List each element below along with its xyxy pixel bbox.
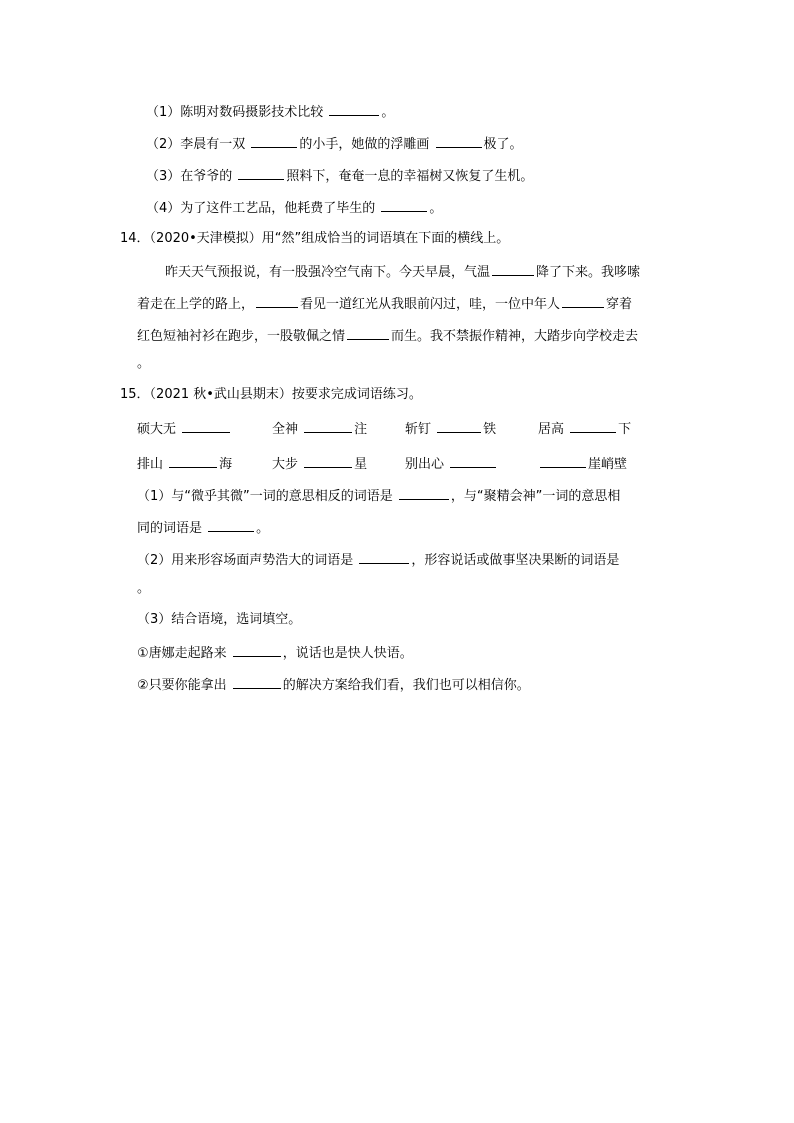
q15-text: ，与“聚精会神”一词的意思相: [450, 489, 621, 504]
answer-blank[interactable]: [208, 517, 254, 532]
idiom-item: [272, 453, 367, 475]
idiom-item: [405, 453, 498, 475]
idiom-item: [137, 453, 232, 475]
q15-header: 15．（2021 秋•武山县期末）按要求完成词语练习。: [120, 387, 422, 402]
q14-text: 红色短袖衬衫在跑步，一股敬佩之情: [137, 329, 346, 344]
answer-blank[interactable]: [304, 453, 352, 468]
q13-item-3: [146, 165, 533, 187]
q15-text: （1）与“微乎其微”一词的意思相反的词语是: [137, 489, 397, 504]
q14-text: 而生。我不禁振作精神，大踏步向学校走去: [391, 329, 639, 344]
answer-blank[interactable]: [347, 325, 389, 340]
answer-blank[interactable]: [381, 197, 427, 212]
idiom-text: 星: [354, 457, 368, 472]
q14-text: 昨天天气预报说，有一股强冷空气南下。今天早晨，气温: [165, 265, 491, 280]
idiom-text: 全神: [272, 422, 303, 437]
q13-item-1-end: 。: [381, 105, 395, 120]
answer-blank[interactable]: [304, 418, 352, 433]
q13-item-3-end: 照料下，奄奄一息的幸福树又恢复了生机。: [286, 169, 534, 184]
answer-blank[interactable]: [562, 293, 604, 308]
q15-sub-3-choice-2: [137, 674, 530, 696]
q13-item-2: [146, 133, 523, 155]
q15-sub-1: [137, 485, 620, 507]
q14-text: 穿着: [606, 297, 633, 312]
q15-text: ①唐娜走起路来: [137, 646, 231, 661]
idiom-text: 注: [354, 422, 368, 437]
answer-blank[interactable]: [238, 165, 284, 180]
answer-blank[interactable]: [570, 418, 616, 433]
answer-blank[interactable]: [169, 453, 217, 468]
answer-blank[interactable]: [540, 453, 586, 468]
idiom-text: 斩钉: [405, 422, 436, 437]
idiom-text: 居高: [538, 422, 569, 437]
idiom-item: [405, 418, 496, 440]
q13-item-2-text: （2）李晨有一双: [146, 137, 250, 152]
q13-item-4-end: 。: [429, 201, 443, 216]
q15-sub-2-cont: 。: [137, 581, 151, 596]
q14-text: 降了下来。我哆嗦: [536, 265, 641, 280]
idiom-text: 海: [219, 457, 233, 472]
idiom-text: 硕大无: [137, 422, 181, 437]
q14-para-line-1: [165, 261, 640, 283]
q15-sub-2: [137, 549, 619, 571]
q15-sub-3: （3）结合语境，选词填空。: [137, 612, 302, 627]
answer-blank[interactable]: [251, 133, 297, 148]
idiom-item: [272, 418, 367, 440]
answer-blank[interactable]: [182, 418, 230, 433]
idiom-text: 大步: [272, 457, 303, 472]
idiom-text: 排山: [137, 457, 168, 472]
q13-item-1: [146, 101, 394, 123]
q15-text: ，形容说话或做事坚决果断的词语是: [411, 553, 620, 568]
idiom-item: [538, 418, 631, 440]
q13-item-2-mid: 的小手，她做的浮雕画: [299, 137, 434, 152]
answer-blank[interactable]: [233, 642, 281, 657]
idiom-item: [137, 418, 232, 440]
q13-item-4: [146, 197, 442, 219]
answer-blank[interactable]: [492, 261, 534, 276]
q13-item-1-text: （1）陈明对数码摄影技术比较: [146, 105, 328, 120]
answer-blank[interactable]: [233, 674, 281, 689]
q15-text: 。: [256, 521, 270, 536]
q15-text: ，说话也是快人快语。: [282, 646, 413, 661]
q15-sub-3-choice-1: [137, 642, 413, 664]
q15-sub-1-cont: [137, 517, 269, 539]
q15-text: ②只要你能拿出: [137, 678, 231, 693]
idiom-text: 别出心: [405, 457, 449, 472]
answer-blank[interactable]: [437, 418, 481, 433]
q14-text: 看见一道红光从我眼前闪过，哇，一位中年人: [300, 297, 561, 312]
idiom-text: 下: [618, 422, 632, 437]
idiom-item: [538, 453, 627, 475]
q13-item-2-end: 极了。: [483, 137, 523, 152]
answer-blank[interactable]: [436, 133, 482, 148]
idiom-text: 崖峭壁: [588, 457, 628, 472]
q14-text: 着走在上学的路上，: [137, 297, 255, 312]
q13-item-4-text: （4）为了这件工艺品，他耗费了毕生的: [146, 201, 380, 216]
answer-blank[interactable]: [256, 293, 298, 308]
answer-blank[interactable]: [450, 453, 496, 468]
q14-header: 14．（2020•天津模拟）用“然”组成恰当的词语填在下面的横线上。: [120, 231, 510, 246]
q14-para-line-2: [137, 293, 632, 315]
answer-blank[interactable]: [329, 101, 379, 116]
answer-blank[interactable]: [359, 549, 409, 564]
q15-text: （2）用来形容场面声势浩大的词语是: [137, 553, 358, 568]
q13-item-3-text: （3）在爷爷的: [146, 169, 237, 184]
q15-text: 同的词语是: [137, 521, 207, 536]
q14-para-line-3: [137, 325, 638, 347]
q15-text: 的解决方案给我们看，我们也可以相信你。: [282, 678, 530, 693]
answer-blank[interactable]: [399, 485, 449, 500]
idiom-text: 铁: [483, 422, 497, 437]
q14-para-line-4: 。: [137, 356, 151, 371]
